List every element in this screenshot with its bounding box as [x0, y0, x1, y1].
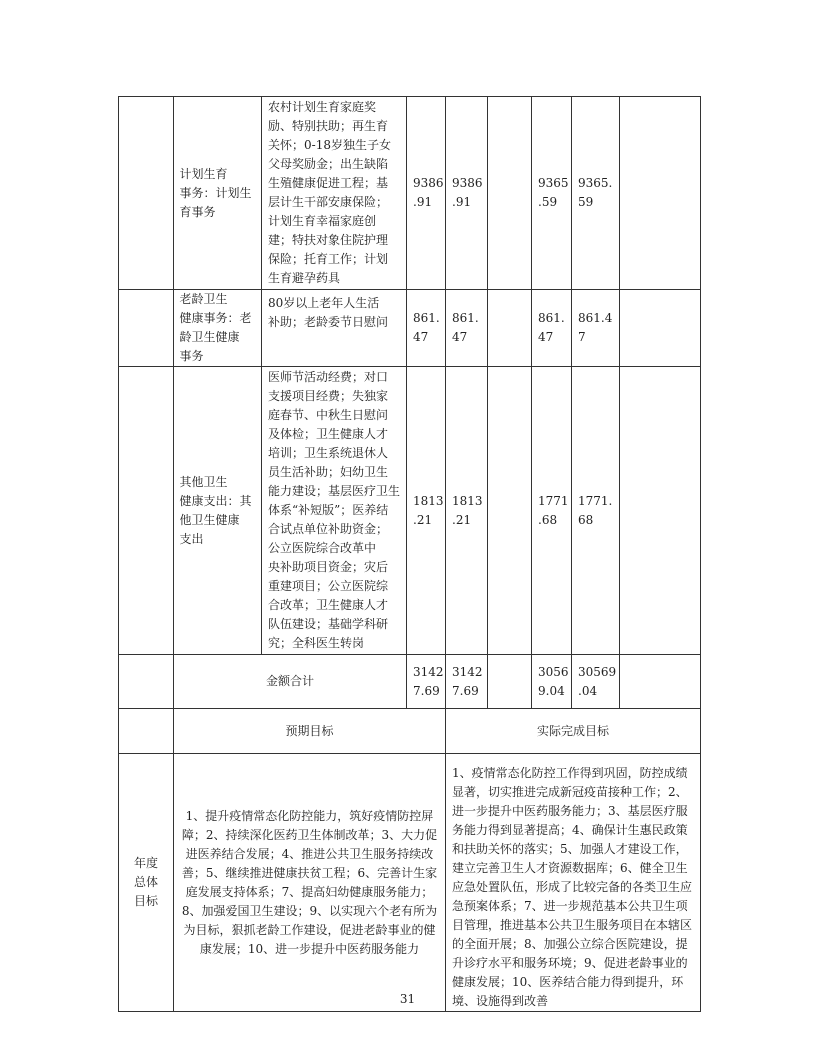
- adjusted-cell: 1813 .21: [446, 367, 488, 655]
- blank-cell: [119, 97, 174, 290]
- actual-cell: 861.4 7: [572, 290, 620, 367]
- blank-cell: [620, 655, 701, 709]
- expected-goal-text: 1、提升疫情常态化防控能力，筑好疫情防控屏障；2、持续深化医药卫生体制改革；3、大力促进医养结合发展；4、推进公共卫生服务持续改善；5、继续推进健康扶贫工程；6、完善计生家庭发展支持体系；7、提高妇幼健康服务能力；8、加强爱国卫生建设；9、以实现六个老有所为为目标，狠抓老龄工作建设，促进老龄事业的健康发展；10、进一步提升中医药服务能力: [174, 754, 446, 1012]
- blank-cell: [620, 97, 701, 290]
- total-executed-cell: 3056 9.04: [532, 655, 572, 709]
- total-label: 金额合计: [174, 655, 407, 709]
- annual-goal-label: 年度 总体 目标: [119, 754, 174, 1012]
- total-adjusted-cell: 3142 7.69: [446, 655, 488, 709]
- blank-cell: [488, 97, 532, 290]
- description-cell: 医师节活动经费；对口 支援项目经费；失独家 庭春节、中秋生日慰问 及体检；卫生健康人才 培训；卫生系统退休人 员生活补助；妇幼卫生 能力建设；基层医疗卫生 体系“补短版”；医养结 合试点单位补助资金； 公立医院综合改革中 央补助项目资金；灾后 重建项目；公立医院综 合改革；卫生健康人才 队伍建设；基础学科研 究；全科医生转岗: [262, 367, 407, 655]
- category-cell: 计划生育 事务：计划生 育事务: [174, 97, 262, 290]
- blank-cell: [119, 655, 174, 709]
- page-number: 31: [399, 992, 416, 1006]
- blank-cell: [488, 367, 532, 655]
- executed-cell: 1771 .68: [532, 367, 572, 655]
- table-row: [119, 290, 701, 367]
- budget-cell: 9386 .91: [407, 97, 446, 290]
- actual-cell: 9365. 59: [572, 97, 620, 290]
- adjusted-cell: 861. 47: [446, 290, 488, 367]
- budget-cell: 861. 47: [407, 290, 446, 367]
- executed-cell: 861. 47: [532, 290, 572, 367]
- table-row: [119, 367, 701, 655]
- goals-header-row: [119, 709, 701, 754]
- budget-cell: 1813 .21: [407, 367, 446, 655]
- adjusted-cell: 9386 .91: [446, 97, 488, 290]
- total-budget-cell: 3142 7.69: [407, 655, 446, 709]
- category-cell: 其他卫生 健康支出：其 他卫生健康 支出: [174, 367, 262, 655]
- description-cell: 农村计划生育家庭奖 励、特别扶助；再生育 关怀；0-18岁独生子女 父母奖励金；出生缺陷 生殖健康促进工程；基 层计生干部安康保险； 计划生育幸福家庭创 建；特扶对象住院护理 保险；托育工作；计划 生育避孕药具: [262, 97, 407, 290]
- description-cell: 80岁以上老年人生活 补助；老龄委节日慰问: [262, 290, 407, 367]
- total-row: [119, 655, 701, 709]
- blank-cell: [119, 709, 174, 754]
- blank-cell: [620, 290, 701, 367]
- actual-goal-text: 1、疫情常态化防控工作得到巩固，防控成绩显著，切实推进完成新冠疫苗接种工作；2、进一步提升中医药服务能力；3、基层医疗服务能力得到显著提高；4、确保计生惠民政策和扶助关怀的落实；5、加强人才建设工作，建立完善卫生人才资源数据库；6、健全卫生应急处置队伍，形成了比较完备的各类卫生应急预案体系；7、进一步规范基本公共卫生项目管理，推进基本公共卫生服务项目在本辖区的全面开展；8、加强公立综合医院建设，提升诊疗水平和服务环境；9、促进老龄事业的健康发展；10、医养结合能力得到提升，环境、设施得到改善: [446, 754, 701, 1012]
- blank-cell: [488, 655, 532, 709]
- table-row: [119, 97, 701, 290]
- blank-cell: [119, 367, 174, 655]
- goals-row: [119, 754, 701, 1012]
- total-actual-cell: 30569 .04: [572, 655, 620, 709]
- actual-goal-header: 实际完成目标: [446, 709, 701, 754]
- actual-cell: 1771. 68: [572, 367, 620, 655]
- blank-cell: [488, 290, 532, 367]
- blank-cell: [119, 290, 174, 367]
- expected-goal-header: 预期目标: [174, 709, 446, 754]
- blank-cell: [620, 367, 701, 655]
- budget-table: [118, 96, 701, 1012]
- category-cell: 老龄卫生 健康事务：老 龄卫生健康 事务: [174, 290, 262, 367]
- executed-cell: 9365 .59: [532, 97, 572, 290]
